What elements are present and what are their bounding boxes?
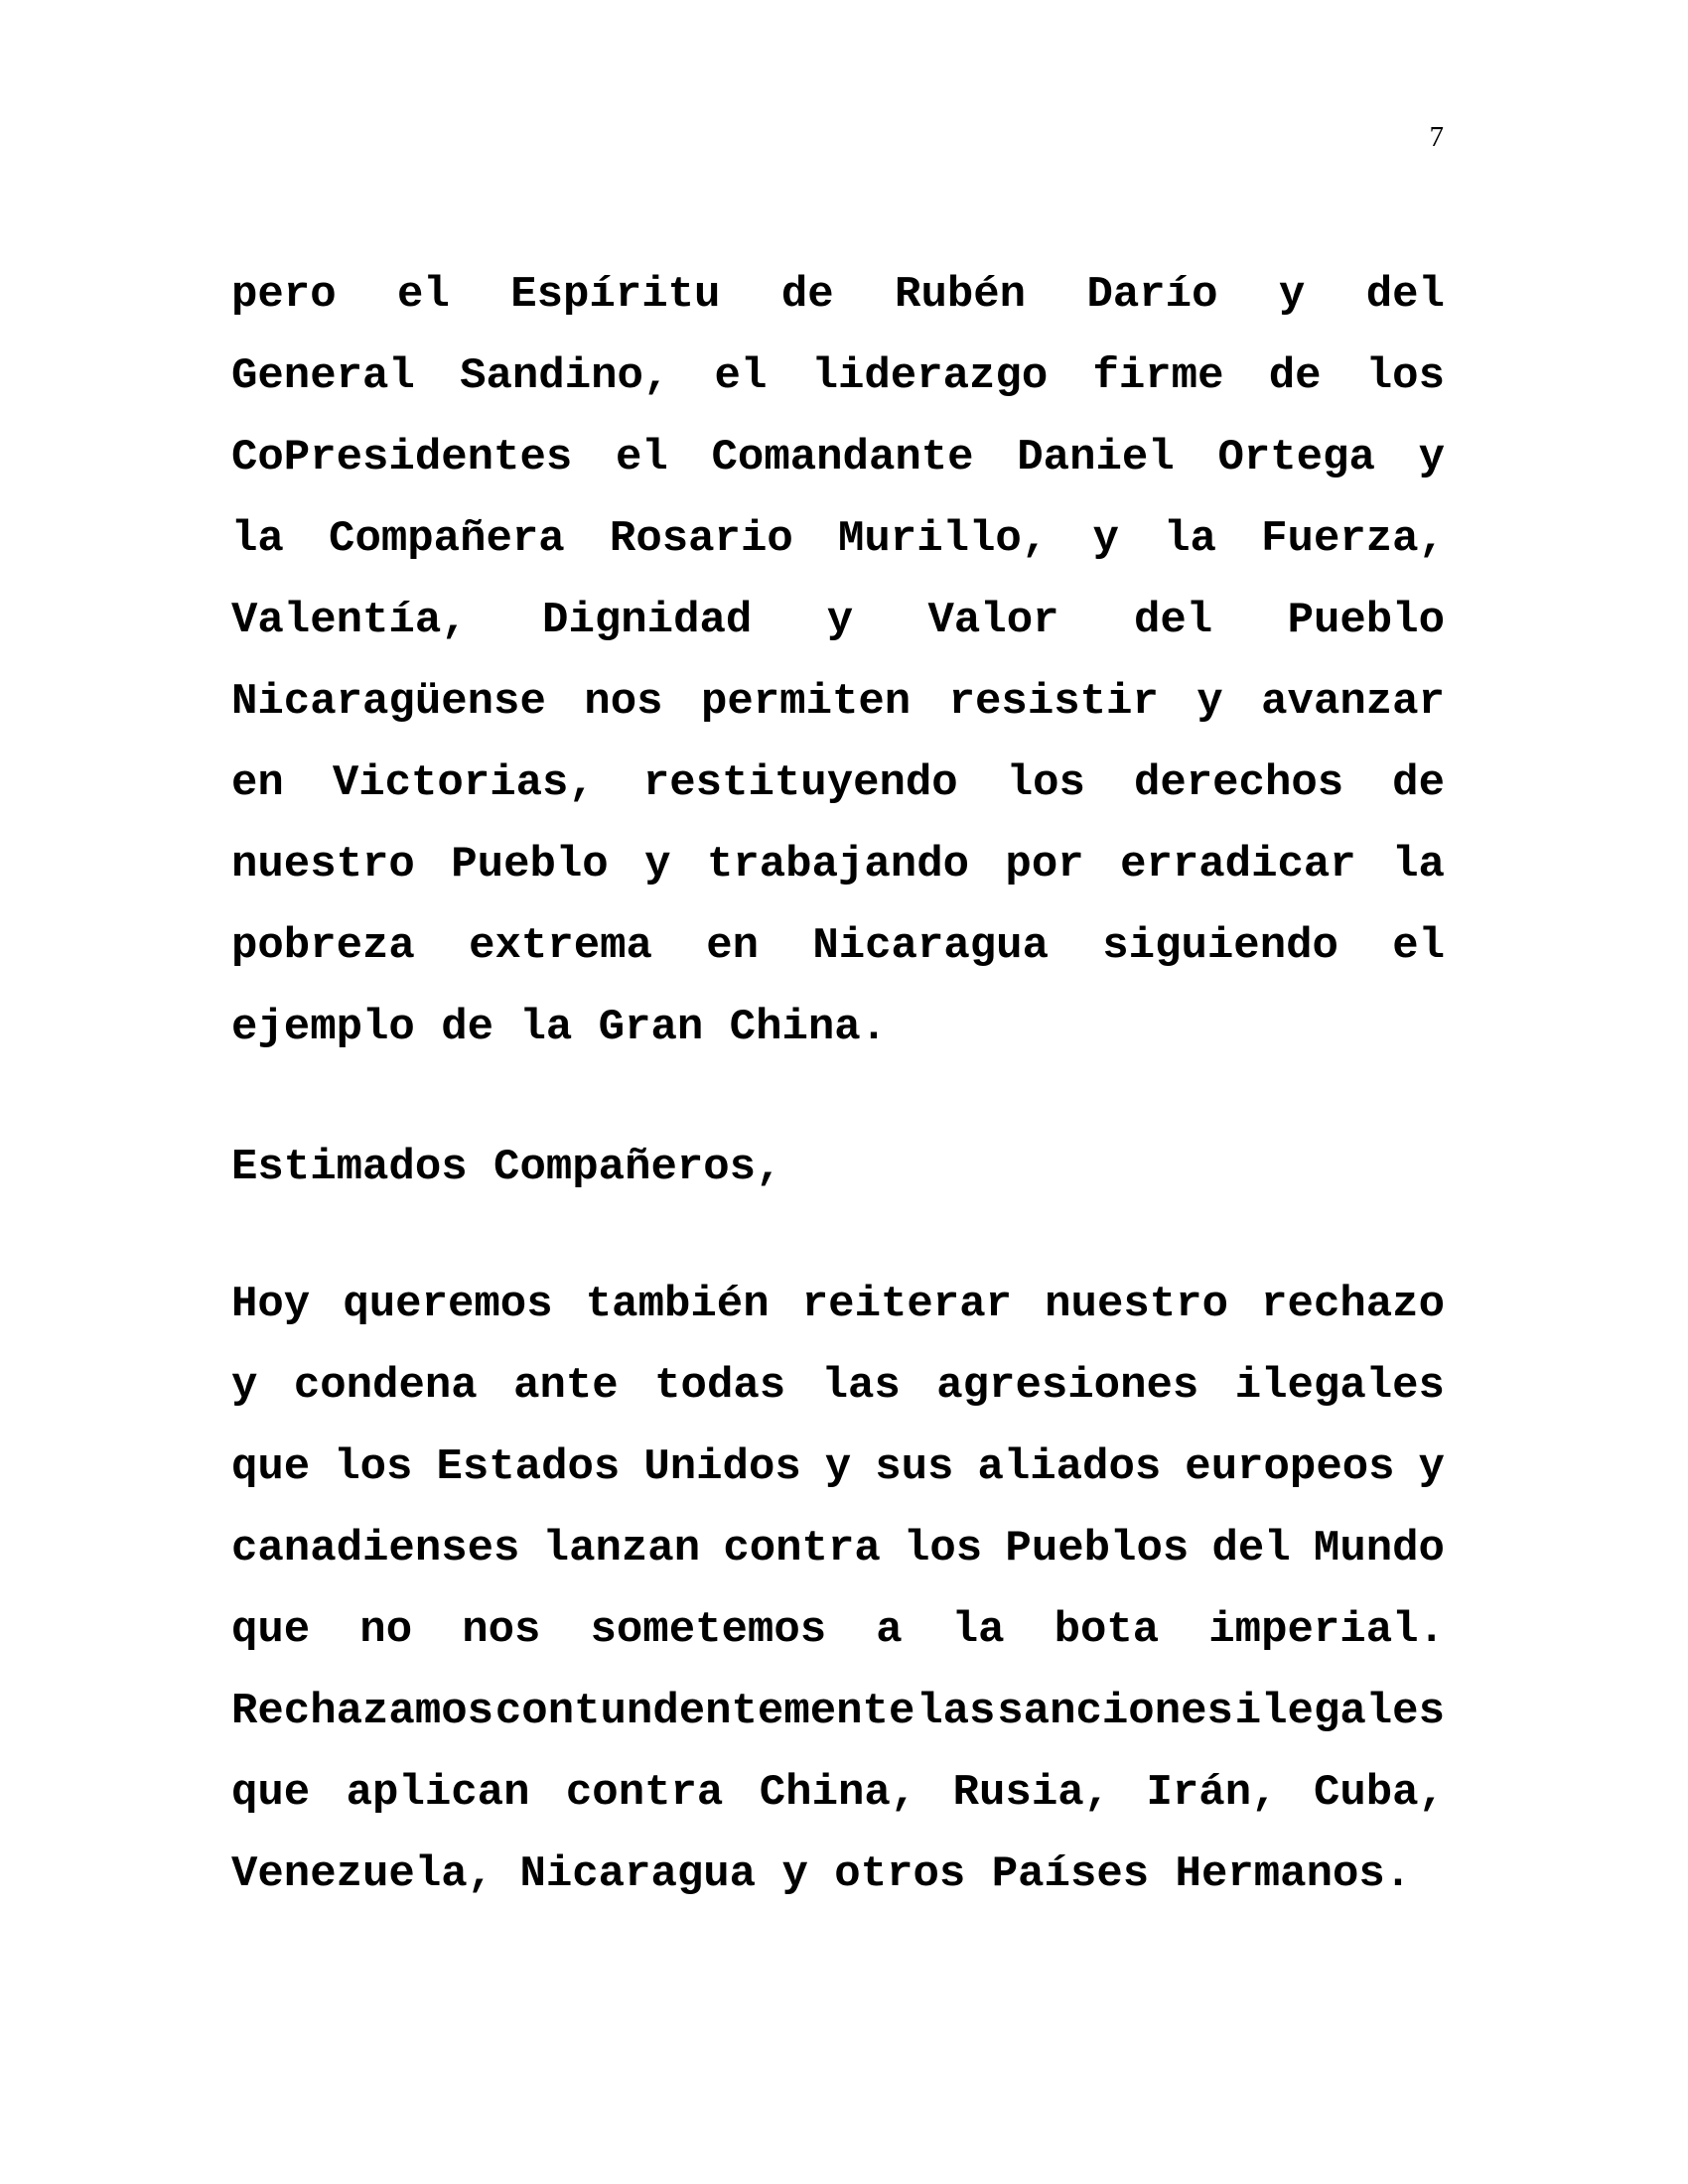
word: ilegales	[1234, 1361, 1445, 1411]
word: liderazgo	[811, 351, 1049, 401]
word: sanciones	[997, 1687, 1233, 1736]
word: derechos	[1133, 758, 1344, 808]
word: nuestro	[1045, 1280, 1228, 1329]
word: y	[231, 1361, 258, 1411]
word: Pueblos	[1005, 1524, 1190, 1573]
word: la	[1164, 514, 1216, 564]
text-line	[231, 1345, 1445, 1427]
word: contra	[565, 1768, 724, 1818]
word: rechazo	[1261, 1280, 1445, 1329]
paragraph-2	[231, 1264, 1445, 1915]
word: Murillo,	[838, 514, 1049, 564]
text-line	[231, 1752, 1445, 1834]
text-line	[231, 580, 1445, 661]
greeting-line: Estimados Compañeros,	[231, 1143, 782, 1192]
word: avanzar	[1261, 677, 1445, 727]
text-line	[231, 743, 1445, 824]
word: agresiones	[936, 1361, 1199, 1411]
word: Daniel	[1017, 433, 1175, 482]
word: extrema	[469, 921, 652, 971]
text-line	[231, 417, 1445, 498]
word: por	[1005, 840, 1084, 889]
word: Estados	[436, 1442, 621, 1492]
word: nos	[584, 677, 663, 727]
text-line: Venezuela, Nicaragua y otros Países Hermanos.	[231, 1849, 1412, 1899]
word: de	[780, 270, 834, 320]
word: y	[1418, 1442, 1445, 1492]
word: el	[714, 351, 768, 401]
word: los	[903, 1524, 983, 1573]
word: en	[706, 921, 760, 971]
word: General	[231, 351, 415, 401]
word: del	[1365, 270, 1445, 320]
greeting	[231, 1127, 1445, 1208]
word: Pueblo	[451, 840, 609, 889]
word: Pueblo	[1287, 596, 1445, 645]
page-number: 7	[1429, 121, 1444, 153]
word: lanzan	[542, 1524, 701, 1573]
word: reiterar	[801, 1280, 1012, 1329]
word: contra	[723, 1524, 881, 1573]
word: restituyendo	[642, 758, 958, 808]
word: que	[231, 1768, 311, 1818]
word: resistir	[948, 677, 1159, 727]
word: CoPresidentes	[231, 433, 573, 482]
word: Hoy	[231, 1280, 311, 1329]
word: que	[231, 1442, 311, 1492]
word: la	[951, 1605, 1005, 1655]
word: Victorias,	[332, 758, 595, 808]
text-line	[231, 498, 1445, 580]
word: Comandante	[711, 433, 974, 482]
word: erradicar	[1120, 840, 1356, 889]
word: de	[1392, 758, 1445, 808]
text-line	[231, 1508, 1445, 1589]
word: contundentemente	[494, 1687, 915, 1736]
word: Valor	[927, 596, 1059, 645]
word: Nicaragua	[812, 921, 1049, 971]
text-line	[231, 661, 1445, 743]
word: a	[876, 1605, 903, 1655]
word: ante	[513, 1361, 619, 1411]
text-line	[231, 824, 1445, 905]
word: trabajando	[706, 840, 969, 889]
word: Fuerza,	[1261, 514, 1445, 564]
word: bota	[1054, 1605, 1160, 1655]
word: Espíritu	[510, 270, 721, 320]
word: y	[824, 1442, 852, 1492]
word: Compañera	[329, 514, 565, 564]
word: y	[1278, 270, 1306, 320]
text-line: ejemplo de la Gran China.	[231, 1003, 888, 1052]
word: la	[231, 514, 284, 564]
word: del	[1211, 1524, 1291, 1573]
text-line	[231, 1671, 1445, 1752]
word: sus	[875, 1442, 954, 1492]
word: las	[916, 1687, 996, 1736]
word: Sandino,	[460, 351, 670, 401]
word: aplican	[346, 1768, 530, 1818]
word: y	[1196, 677, 1223, 727]
word: nuestro	[231, 840, 415, 889]
word: Valentía,	[231, 596, 468, 645]
word: aliados	[977, 1442, 1162, 1492]
word: y	[1418, 433, 1445, 482]
word: también	[585, 1280, 770, 1329]
word: ilegales	[1234, 1687, 1445, 1736]
text-line	[231, 1264, 1445, 1345]
word: pobreza	[231, 921, 415, 971]
word: el	[615, 433, 668, 482]
word: firme	[1092, 351, 1224, 401]
word: queremos	[343, 1280, 553, 1329]
word: de	[1268, 351, 1322, 401]
word: permiten	[700, 677, 912, 727]
text-line	[231, 254, 1445, 336]
word: los	[1365, 351, 1445, 401]
word: pero	[231, 270, 337, 320]
word: en	[231, 758, 284, 808]
word: y	[1092, 514, 1119, 564]
word: Unidos	[643, 1442, 801, 1492]
word: Cuba,	[1313, 1768, 1445, 1818]
text-line	[231, 1589, 1445, 1671]
word: imperial.	[1208, 1605, 1445, 1655]
word: no	[359, 1605, 413, 1655]
word: del	[1133, 596, 1213, 645]
word: Dignidad	[542, 596, 753, 645]
word: condena	[293, 1361, 478, 1411]
word: sometemos	[590, 1605, 827, 1655]
word: nos	[462, 1605, 541, 1655]
word: canadienses	[231, 1524, 520, 1573]
word: todas	[654, 1361, 786, 1411]
word: la	[1392, 840, 1445, 889]
word: Rosario	[609, 514, 793, 564]
word: Rubén	[895, 270, 1027, 320]
word: los	[334, 1442, 413, 1492]
word: el	[1392, 921, 1445, 971]
paragraph-1	[231, 254, 1445, 1068]
word: las	[821, 1361, 901, 1411]
word: europeos	[1185, 1442, 1395, 1492]
word: los	[1006, 758, 1085, 808]
word: Darío	[1086, 270, 1218, 320]
text-line	[231, 1427, 1445, 1508]
word: y	[826, 596, 854, 645]
word: que	[231, 1605, 311, 1655]
word: el	[397, 270, 450, 320]
word: y	[644, 840, 671, 889]
word: Irán,	[1146, 1768, 1278, 1818]
text-line	[231, 336, 1445, 417]
word: Ortega	[1217, 433, 1375, 482]
word: Mundo	[1313, 1524, 1445, 1573]
text-line	[231, 905, 1445, 987]
word: siguiendo	[1102, 921, 1338, 971]
word: Nicaragüense	[231, 677, 546, 727]
word: Rechazamos	[231, 1687, 494, 1736]
word: Rusia,	[952, 1768, 1111, 1818]
word: China,	[759, 1768, 917, 1818]
